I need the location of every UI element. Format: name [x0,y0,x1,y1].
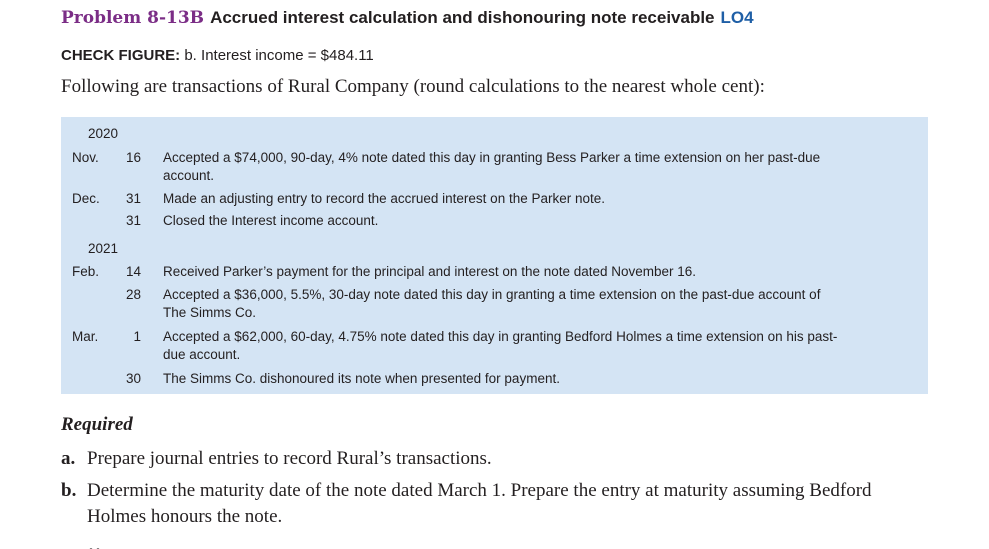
transaction-description-cont: The Simms Co. [163,305,257,320]
item-text: Determine the maturity date of the note dated March 1. Prepare the entry at maturity assuming Bedford [87,480,872,501]
problem-number: Problem 8-13B [61,8,205,28]
item-letter: a. [61,448,76,469]
cut-off-next-item [87,541,107,549]
transaction-description: Accepted a $36,000, 5.5%, 30-day note dated this day in granting a time extension on the past-due account of [163,287,821,302]
problem-header [61,8,754,28]
check-figure-text: b. Interest income = $484.11 [184,47,374,64]
transaction-description: Received Parker’s payment for the principal and interest on the note dated November 16. [163,264,697,279]
transaction-day: 14 [125,264,141,279]
transaction-month: Nov. [72,150,99,165]
transaction-description: Accepted a $74,000, 90-day, 4% note dated this day in granting Bess Parker a time extension on her past-due [163,150,821,165]
transaction-day: 31 [125,191,141,206]
transaction-day: 30 [125,371,141,386]
transaction-description: Made an adjusting entry to record the accrued interest on the Parker note. [163,191,606,206]
required-item-b-cont: Holmes honours the note. [87,506,283,527]
check-figure [61,47,374,64]
transaction-description: Accepted a $62,000, 60-day, 4.75% note dated this day in granting Bedford Holmes a time extension on his past- [163,329,838,344]
transaction-description: Closed the Interest income account. [163,213,379,228]
transaction-day: 1 [133,329,141,344]
check-figure-label: CHECK FIGURE: [61,47,181,64]
transaction-month: Dec. [72,191,100,206]
required-item-b [61,478,872,504]
problem-title: Accrued interest calculation and dishonouring note receivable [210,8,715,27]
transaction-day: 16 [125,150,141,165]
learning-objective-link[interactable]: LO4 [720,8,754,27]
year-2020: 2020 [88,126,119,141]
item-text: Prepare journal entries to record Rural’s transactions. [87,448,492,469]
transaction-month: Mar. [72,329,99,344]
intro-text: Following are transactions of Rural Company (round calculations to the nearest whole cent): [61,76,765,97]
transaction-month: Feb. [72,264,100,279]
item-letter: b. [61,480,77,501]
transactions-box [61,117,928,394]
year-2021: 2021 [88,241,119,256]
transaction-day: 31 [125,213,141,228]
transaction-description-cont: account. [163,168,215,183]
required-heading: Required [61,414,133,435]
transaction-description-cont: due account. [163,347,241,362]
transaction-day: 28 [125,287,141,302]
transaction-description: The Simms Co. dishonoured its note when presented for payment. [163,371,560,386]
required-item-a [61,446,492,472]
